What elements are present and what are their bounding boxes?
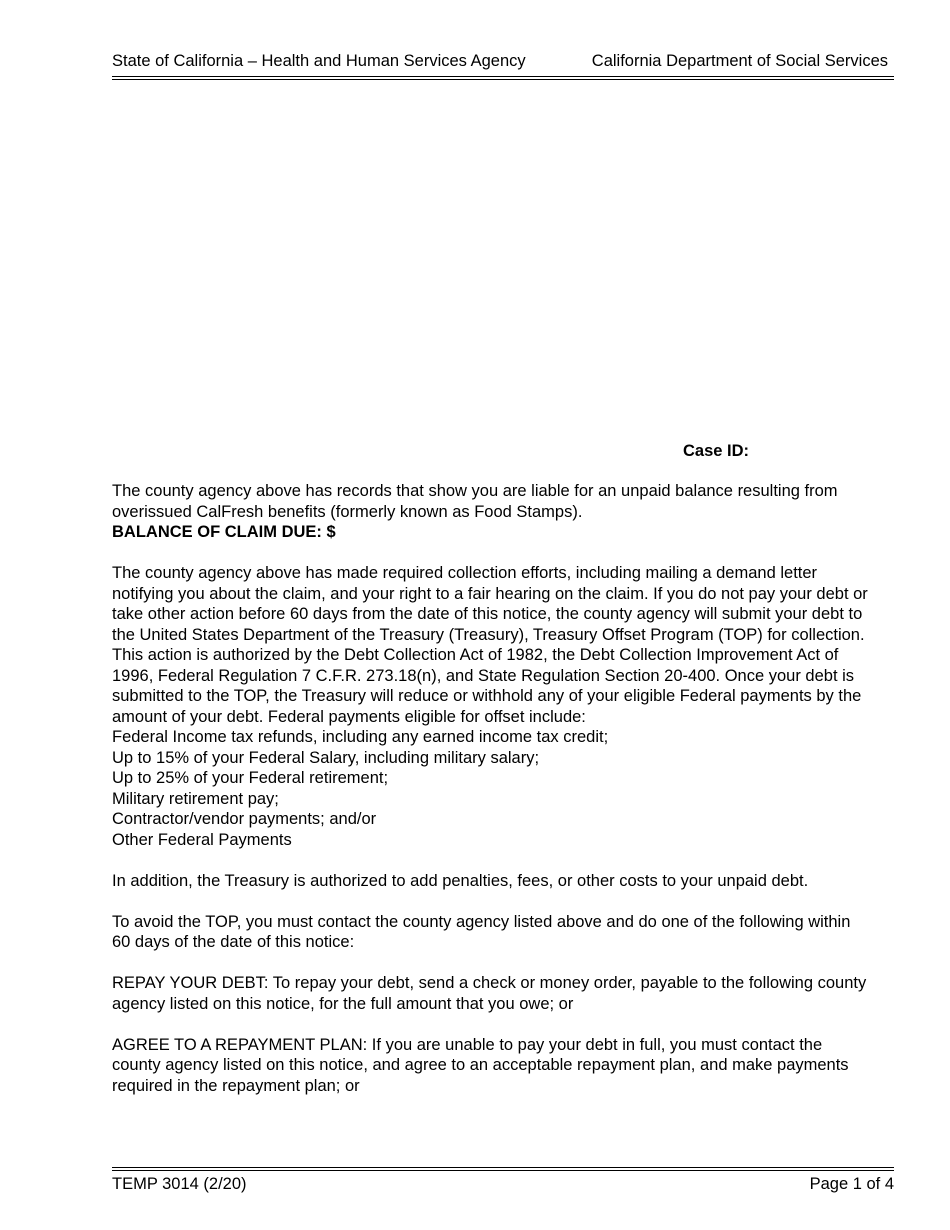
balance-due-label: BALANCE OF CLAIM DUE: $ bbox=[112, 523, 336, 541]
header-agency: State of California – Health and Human Services Agency bbox=[112, 52, 526, 70]
notice-body bbox=[112, 481, 902, 1096]
case-id-label: Case ID: bbox=[683, 442, 750, 460]
repayment-plan-line: required in the repayment plan; or bbox=[112, 1076, 360, 1095]
footer-rule bbox=[112, 1167, 894, 1171]
collection-line: submitted to the TOP, the Treasury will reduce or withhold any of your eligible Federal payments by the bbox=[112, 687, 862, 705]
collection-line: take other action before 60 days from the date of this notice, the county agency will submit your debt to bbox=[112, 605, 863, 623]
intro-line: The county agency above has records that show you are liable for an unpaid balance resulting from bbox=[112, 482, 838, 500]
intro-line: overissued CalFresh benefits (formerly known as Food Stamps). bbox=[112, 502, 583, 521]
page-number: Page 1 of 4 bbox=[809, 1175, 894, 1193]
collection-line: This action is authorized by the Debt Collection Act of 1982, the Debt Collection Improvement Act of bbox=[112, 646, 839, 664]
offset-list-item: Military retirement pay; bbox=[112, 789, 279, 808]
form-id: TEMP 3014 (2/20) bbox=[112, 1175, 247, 1193]
offset-list-item: Up to 15% of your Federal Salary, including military salary; bbox=[112, 748, 540, 767]
avoid-top-line: 60 days of the date of this notice: bbox=[112, 933, 355, 951]
repay-debt-line: agency listed on this notice, for the full amount that you owe; or bbox=[112, 994, 574, 1013]
repayment-plan-line: county agency listed on this notice, and agree to an acceptable repayment plan, and make payments bbox=[112, 1056, 849, 1074]
repay-debt-line: REPAY YOUR DEBT: To repay your debt, send a check or money order, payable to the following county bbox=[112, 974, 867, 992]
header-rule bbox=[112, 76, 894, 80]
collection-line: the United States Department of the Treasury (Treasury), Treasury Offset Program (TOP) for collection. bbox=[112, 625, 865, 644]
repayment-plan-line: AGREE TO A REPAYMENT PLAN: If you are unable to pay your debt in full, you must contact the bbox=[112, 1035, 823, 1054]
collection-line: The county agency above has made required collection efforts, including mailing a demand letter bbox=[112, 564, 818, 582]
offset-list-item: Federal Income tax refunds, including any earned income tax credit; bbox=[112, 728, 609, 746]
avoid-top-line: To avoid the TOP, you must contact the county agency listed above and do one of the following within bbox=[112, 912, 851, 931]
penalties-paragraph: In addition, the Treasury is authorized to add penalties, fees, or other costs to your unpaid debt. bbox=[112, 871, 809, 890]
collection-line: 1996, Federal Regulation 7 C.F.R. 273.18(n), and State Regulation Section 20-400. Once your debt is bbox=[112, 666, 855, 685]
collection-line: notifying you about the claim, and your right to a fair hearing on the claim. If you do not pay your debt or bbox=[112, 584, 868, 603]
offset-list-item: Other Federal Payments bbox=[112, 830, 292, 849]
collection-line: amount of your debt. Federal payments eligible for offset include: bbox=[112, 707, 586, 726]
header-department: California Department of Social Services bbox=[591, 52, 888, 70]
offset-list-item: Up to 25% of your Federal retirement; bbox=[112, 769, 389, 787]
offset-list-item: Contractor/vendor payments; and/or bbox=[112, 810, 377, 828]
